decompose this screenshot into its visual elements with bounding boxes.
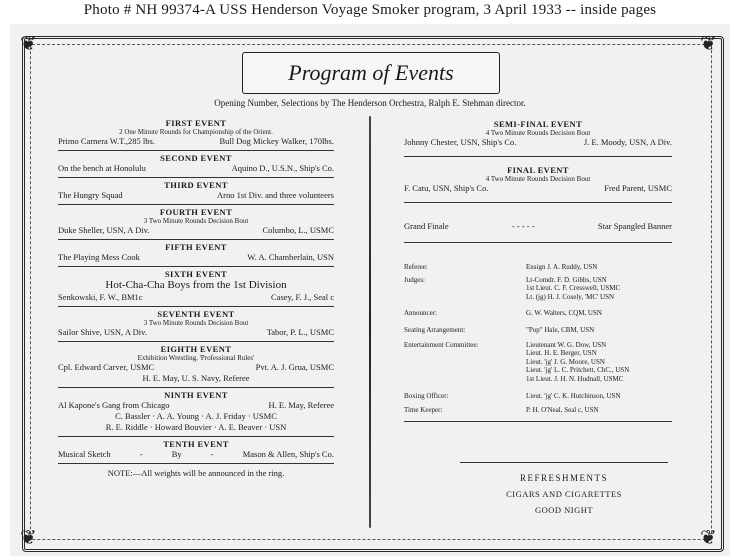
second-event <box>58 151 334 178</box>
event-subtitle: 4 Two Minute Rounds Decision Bout <box>485 175 591 183</box>
performer: Casey, F. J., Seal c <box>271 292 334 302</box>
performer-list: R. E. Riddle · Howard Bouvier · A. E. Beaver · USN <box>105 422 287 432</box>
contestant: Sailor Shive, USN, A Div. <box>58 327 147 337</box>
third-event <box>58 178 334 205</box>
referee: H. E. May, Referee <box>268 400 334 410</box>
final-event <box>404 157 672 203</box>
official-name: Lieut. 'jg' C. K. Hutchinson, USN <box>526 391 621 400</box>
dashes: - - - - - <box>511 221 535 231</box>
contestant: F. Catu, USN, Ship's Co. <box>404 183 489 193</box>
fourth-event <box>58 205 334 240</box>
event-title: TENTH EVENT <box>163 439 229 449</box>
weights-note: NOTE:—All weights will be announced in the ring. <box>107 468 285 478</box>
act-name: The Hungry Squad <box>58 190 123 200</box>
act-name: Al Kapone's Gang from Chicago <box>58 400 170 410</box>
official-name: Lieut. 'jg' L. C. Pritchett, ChC., USN <box>526 366 630 375</box>
contestant: Cpl. Edward Carver, USMC <box>58 362 155 372</box>
closing-line: GOOD NIGHT <box>534 505 594 515</box>
event-title: FOURTH EVENT <box>159 207 233 217</box>
official-label: Announcer: <box>404 309 438 318</box>
refreshments-block <box>460 462 668 515</box>
act-name: Musical Sketch <box>58 449 111 459</box>
corner-ornament-icon: ❦ <box>20 527 37 549</box>
contestant: Pvt. A. J. Grua, USMC <box>255 362 334 372</box>
official-label: Seating Arrangement: <box>404 325 466 334</box>
event-subtitle: 3 Two Minute Rounds Decision Bout <box>143 319 249 327</box>
grand-finale-label: Grand Finale <box>404 221 449 231</box>
eighth-event <box>58 342 334 388</box>
official-name: "Pop" Hale, CBM, USN <box>526 325 595 334</box>
performer: Arno 1st Div. and three volunteers <box>216 190 334 200</box>
official-name: P. H. O'Neal, Seal c, USN <box>526 406 599 415</box>
contestant: Columbo, L., USMC <box>262 225 334 235</box>
contestant: J. E. Moody, USN, A Div. <box>583 137 672 147</box>
official-seating <box>404 326 672 335</box>
referee: H. E. May, U. S. Navy, Referee <box>142 373 250 383</box>
event-title: SEVENTH EVENT <box>157 309 235 319</box>
performer: Senkowski, F. W., BM1c <box>58 292 143 302</box>
act-name: Hot-Cha-Cha Boys from the 1st Division <box>105 279 287 291</box>
fifth-event <box>58 240 334 267</box>
semi-final-event <box>404 116 672 157</box>
event-subtitle: 4 Two Minute Rounds Decision Bout <box>485 129 591 137</box>
event-title: THIRD EVENT <box>164 180 228 190</box>
event-title: FIFTH EVENT <box>165 242 227 252</box>
event-title: SEMI-FINAL EVENT <box>493 119 583 129</box>
official-boxing <box>404 392 672 401</box>
performer: Mason & Allen, Ship's Co. <box>242 449 334 459</box>
contestant: Duke Sheller, USN, A Div. <box>58 225 150 235</box>
official-name: 1st Lieut. J. H. N. Hudnall, USMC <box>526 374 624 383</box>
event-title: SIXTH EVENT <box>164 269 228 279</box>
corner-ornament-icon: ❦ <box>20 33 37 55</box>
photo-caption: Photo # NH 99374-A USS Henderson Voyage Smoker program, 3 April 1933 -- inside pages <box>83 2 657 18</box>
official-name: Lt. (jg) H. J. Cosely, 'MC' USN <box>526 292 615 301</box>
official-name: Lieutenant W. G. Dow, USN <box>526 340 607 349</box>
act-name: The Playing Mess Cook <box>58 252 140 262</box>
official-label: Boxing Officer: <box>404 391 449 400</box>
official-announcer <box>404 309 672 318</box>
event-title: FIRST EVENT <box>165 118 227 128</box>
divider-line <box>404 421 672 422</box>
official-timekeeper <box>404 406 672 415</box>
dash: - <box>210 449 214 459</box>
by-label: By <box>171 449 182 459</box>
act-name: On the bench at Honolulu <box>58 163 146 173</box>
corner-ornament-icon: ❦ <box>700 527 717 549</box>
official-name: Lieut. 'jg' J. G. Moore, USN <box>526 357 605 366</box>
contestant: Tabor, P. L., USMC <box>266 327 334 337</box>
corner-ornament-icon: ❦ <box>700 33 717 55</box>
official-referee <box>404 263 672 272</box>
official-entertainment <box>404 341 672 384</box>
performer: W. A. Chamberlain, USN <box>247 252 334 262</box>
official-label: Entertainment Committee: <box>404 340 479 349</box>
grand-finale <box>404 203 672 243</box>
sixth-event <box>58 267 334 307</box>
event-subtitle: 2 One Minute Rounds for Championship of the Orient. <box>119 128 273 136</box>
official-name: Lieut. H. E. Berger, USN <box>526 349 597 358</box>
event-title: SECOND EVENT <box>160 153 232 163</box>
divider-line <box>460 462 668 463</box>
refreshments-line: CIGARS AND CIGARETTES <box>506 489 622 499</box>
performer-list: C. Bassler · A. A. Young · A. J. Friday · USMC <box>115 411 277 421</box>
program-title: Program of Events <box>242 52 500 94</box>
opening-number: Opening Number, Selections by The Henderson Orchestra, Ralph E. Stehman director. <box>214 98 526 108</box>
official-name: Lt-Comdr. F. D. Gibbs, USN <box>526 275 607 284</box>
first-event <box>58 116 334 151</box>
contestant: Primo Carnera W.T.,285 lbs. <box>58 136 155 146</box>
official-label: Judges: <box>404 275 425 284</box>
event-subtitle: Exhibition Wrestling, 'Professional Rules' <box>137 354 255 362</box>
ninth-event <box>58 388 334 437</box>
refreshments-heading: REFRESHMENTS <box>519 473 608 483</box>
official-name: 1st Lieut. C. F. Cresswell, USMC <box>526 284 621 293</box>
event-title: NINTH EVENT <box>164 390 228 400</box>
seventh-event <box>58 307 334 342</box>
right-column <box>404 116 672 422</box>
contestant: Bull Dog Mickey Walker, 170lbs. <box>219 136 334 146</box>
official-label: Time Keeper: <box>404 406 443 415</box>
contestant: Fred Parent, USMC <box>604 183 672 193</box>
event-subtitle: 3 Two Minute Rounds Decision Bout <box>143 217 249 225</box>
official-name: Ensign J. A. Ruddy, USN <box>526 263 598 271</box>
official-label: Referee: <box>404 263 428 271</box>
left-column <box>58 116 334 478</box>
event-title: EIGHTH EVENT <box>160 344 232 354</box>
event-title: FINAL EVENT <box>507 165 569 175</box>
tenth-event <box>58 437 334 464</box>
performer: Aquino D., U.S.N., Ship's Co. <box>231 163 334 173</box>
officials-list <box>404 263 672 415</box>
center-divider <box>369 116 371 528</box>
contestant: Johnny Chester, USN, Ship's Co. <box>404 137 517 147</box>
dash: - <box>139 449 143 459</box>
anthem: Star Spangled Banner <box>597 221 672 231</box>
official-name: G. W. Walters, CQM, USN <box>526 309 602 318</box>
official-judges <box>404 276 672 302</box>
